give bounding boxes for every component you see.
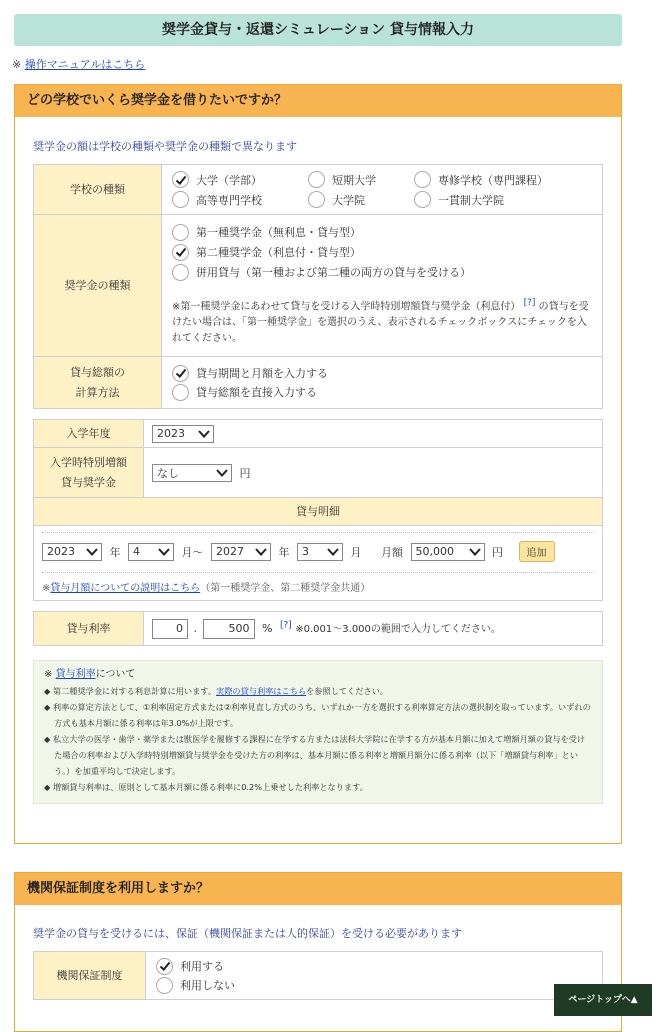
checkmark-icon [172, 244, 189, 261]
section1-lead: 奨学金の額は学校の種類や奨学金の種類で異なります [33, 140, 297, 153]
entrance-year-select[interactable]: 2023 [152, 425, 214, 443]
guarantee-label: 機関保証制度 [34, 952, 146, 1000]
chevron-down-icon [198, 430, 210, 438]
help-link-interest[interactable]: [?] [279, 619, 292, 630]
school-loan-section [14, 84, 622, 844]
loan-detail-header: 貸与明細 [34, 498, 603, 526]
interest-integer-input[interactable]: 0 [152, 619, 188, 639]
school-type-option-tech-college[interactable]: 高等専門学校 [172, 191, 308, 208]
end-year-select[interactable]: 2027 [211, 543, 271, 561]
chevron-down-icon [216, 469, 228, 477]
school-type-label: 学校の種類 [34, 165, 162, 215]
school-type-option-vocational[interactable]: 専修学校（専門課程） [414, 171, 592, 188]
school-type-option-integrated-graduate[interactable]: 一貫制大学院 [414, 191, 592, 208]
school-settings-table [33, 164, 603, 409]
calc-option-period-monthly[interactable]: 貸与期間と月額を入力する [172, 365, 592, 382]
interest-label: 貸与利率 [34, 612, 144, 646]
school-type-option-junior-college[interactable]: 短期大学 [308, 171, 414, 188]
special-increase-select[interactable]: なし [152, 464, 232, 482]
checkmark-icon [172, 171, 189, 188]
chevron-down-icon [158, 548, 170, 556]
interest-notes: ※ 貸与利率について ◆ 第二種奨学金に対する利息計算に用います。実際の貸与利率はこちらを参照してください。 ◆ 利率の算定方法として、①利率固定方式または②利率見直し方式のうち、いずれか一方を選択する利率算定方法の選択制を取っています。いずれの方式も基本月額に係る利率は年3.0%が上限です。 ◆ 私立大学の医学・歯学・薬学または獣医学を履修する課程に在学する方または法科大学院に在学する方が基本月額に加えて増額月額の貸与を受けた場合の利率および入学時特別増額貸与奨学金を受けた方の利率は、基本月額に係る利率と増額月額分に係る利率（以下「増額貸与利率」という。）を加重平均して決定します。 ◆ 増額貸与利率は、原則として基本月額に係る利率に0.2%上乗せした利率となります。 [33, 660, 603, 804]
interest-rate-link[interactable]: 貸与利率 [55, 669, 96, 680]
actual-rate-link[interactable]: 実際の貸与利率はこちら [216, 686, 307, 696]
entrance-year-label: 入学年度 [34, 420, 144, 448]
monthly-note: ※貸与月額についての説明はこちら（第一種奨学金、第二種奨学金共通） [42, 583, 371, 594]
checkmark-icon [156, 958, 173, 975]
interest-decimal-input[interactable]: 500 [203, 619, 255, 639]
manual-prefix: ※ [12, 58, 22, 71]
scholarship-option-type1[interactable]: 第一種奨学金（無利息・貸与型） [172, 224, 592, 241]
school-type-option-university[interactable]: 大学（学部） [172, 171, 308, 188]
interest-table: 貸与利率 0 . 500 % [?] ※0.001～3.000の範囲で入力してください。 [33, 611, 603, 646]
monthly-label: 月額 [381, 545, 403, 559]
loan-period-row: 2023 年 4 月～ 2027 年 3 月 月額 50,000 円 追加 [42, 541, 594, 562]
special-increase-label: 入学時特別増額 貸与奨学金 [34, 448, 144, 498]
section2-heading: 機関保証制度を利用しますか？ [15, 873, 621, 905]
guarantee-section [14, 872, 622, 1032]
chevron-down-icon [327, 548, 339, 556]
chevron-down-icon [86, 548, 98, 556]
school-type-option-graduate[interactable]: 大学院 [308, 191, 414, 208]
monthly-amount-select[interactable]: 50,000 [411, 543, 485, 561]
guarantee-option-use[interactable]: 利用する [156, 958, 592, 975]
help-link-special-increase[interactable]: [?] [523, 297, 536, 308]
guarantee-table [33, 951, 603, 1000]
page-top-button[interactable]: ページトップへ▲ [554, 984, 652, 1016]
add-period-button[interactable]: 追加 [519, 541, 555, 562]
end-month-select[interactable]: 3 [297, 543, 343, 561]
start-month-select[interactable]: 4 [128, 543, 174, 561]
section2-lead: 奨学金の貸与を受けるには、保証（機関保証または人的保証）を受ける必要があります [33, 927, 462, 940]
guarantee-option-not-use[interactable]: 利用しない [156, 977, 592, 994]
manual-note [12, 56, 145, 72]
start-year-select[interactable]: 2023 [42, 543, 102, 561]
calc-option-total-direct[interactable]: 貸与総額を直接入力する [172, 384, 592, 401]
calc-method-label: 貸与総額の 計算方法 [34, 357, 162, 409]
chevron-down-icon [255, 548, 267, 556]
scholarship-option-combined[interactable]: 併用貸与（第一種および第二種の両方の貸与を受ける） [172, 264, 592, 281]
checkmark-icon [172, 365, 189, 382]
chevron-down-icon [469, 548, 481, 556]
scholarship-option-type2[interactable]: 第二種奨学金（利息付・貸与型） [172, 244, 592, 261]
special-increase-unit: 円 [239, 466, 251, 480]
loan-amount-table [33, 419, 603, 601]
scholarship-type-label: 奨学金の種類 [34, 215, 162, 357]
interest-hint: ※0.001～3.000の範囲で入力してください。 [295, 623, 501, 635]
manual-link[interactable]: 操作マニュアルはこちら [24, 58, 146, 71]
section1-heading: どの学校でいくら奨学金を借りたいですか？ [15, 85, 621, 117]
monthly-explanation-link[interactable]: 貸与月額についての説明はこちら [50, 583, 201, 594]
scholarship-note: ※第一種奨学金にあわせて貸与を受ける入学時特別増額貸与奨学金（利息付） [?] の貸与を受けたい場合は、「第一種奨学金」を選択のうえ、表示されるチェックボックスにチェックを入れてください。 [172, 297, 589, 345]
page-title: 奨学金貸与・返還シミュレーション 貸与情報入力 [14, 14, 622, 46]
